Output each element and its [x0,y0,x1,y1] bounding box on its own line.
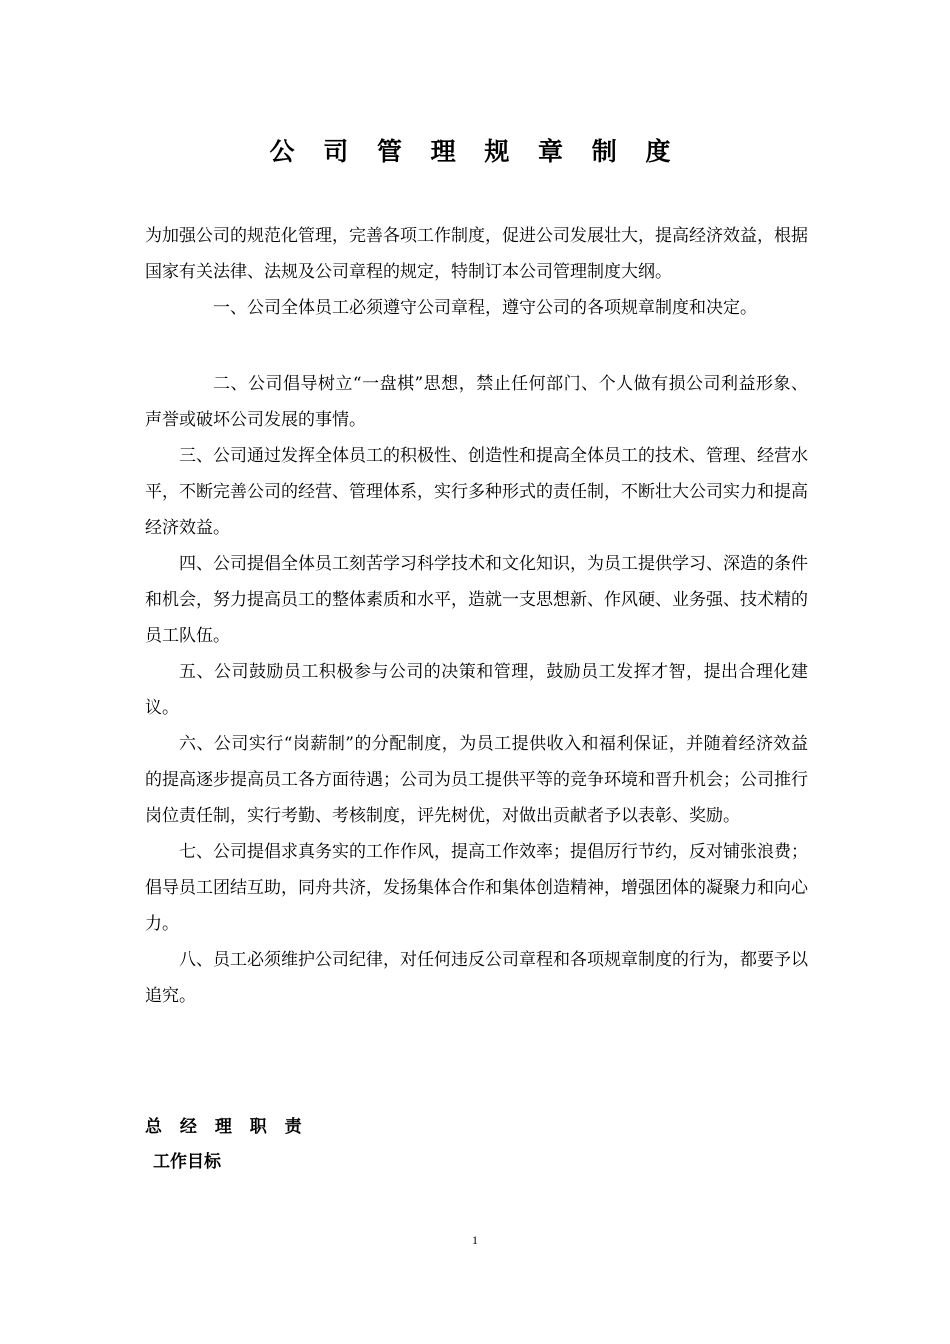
document-title: 公 司 管 理 规 章 制 度 [269,137,681,166]
article-4: 四、公司提倡全体员工刻苦学习科学技术和文化知识，为员工提供学习、深造的条件和机会，努力提高员工的整体素质和水平，造就一支思想新、作风硬、业务强、技术精的员工队伍。 [145,554,808,646]
section-heading: 总 经 理 职 责 [145,1117,308,1137]
article-6: 六、公司实行“岗薪制”的分配制度，为员工提供收入和福利保证，并随着经济效益的提高逐步提高员工各方面待遇；公司为员工提供平等的竞争环境和晋升机会；公司推行岗位责任制，实行考勤、考核制度，评先树优，对做出贡献者予以表彰、奖励。 [145,734,808,826]
intro-paragraph: 为加强公司的规范化管理，完善各项工作制度，促进公司发展壮大，提高经济效益，根据国家有关法律、法规及公司章程的规定，特制订本公司管理制度大纲。 [145,226,808,282]
article-7: 七、公司提倡求真务实的工作作风，提高工作效率；提倡厉行节约，反对铺张浪费；倡导员工团结互助，同舟共济，发扬集体合作和集体创造精神，增强团体的凝聚力和向心力。 [145,842,808,934]
paragraph-gap [145,326,808,366]
article-3: 三、公司通过发挥全体员工的积极性、创造性和提高全体员工的技术、管理、经营水平，不断完善公司的经营、管理体系，实行多种形式的责任制，不断壮大公司实力和提高经济效益。 [145,446,808,538]
article-8: 八、员工必须维护公司纪律，对任何违反公司章程和各项规章制度的行为，都要予以追究。 [145,950,808,1006]
document-body [145,218,808,1014]
article-2: 二、公司倡导树立“一盘棋”思想，禁止任何部门、个人做有损公司利益形象、声誉或破坏公司发展的事情。 [145,374,808,430]
article-5: 五、公司鼓励员工积极参与公司的决策和管理，鼓励员工发挥才智，提出合理化建议。 [145,662,808,718]
article-1: 一、公司全体员工必须遵守公司章程，遵守公司的各项规章制度和决定。 [213,298,757,318]
page-number: 1 [472,1233,478,1247]
subsection-heading: 工作目标 [153,1152,221,1172]
